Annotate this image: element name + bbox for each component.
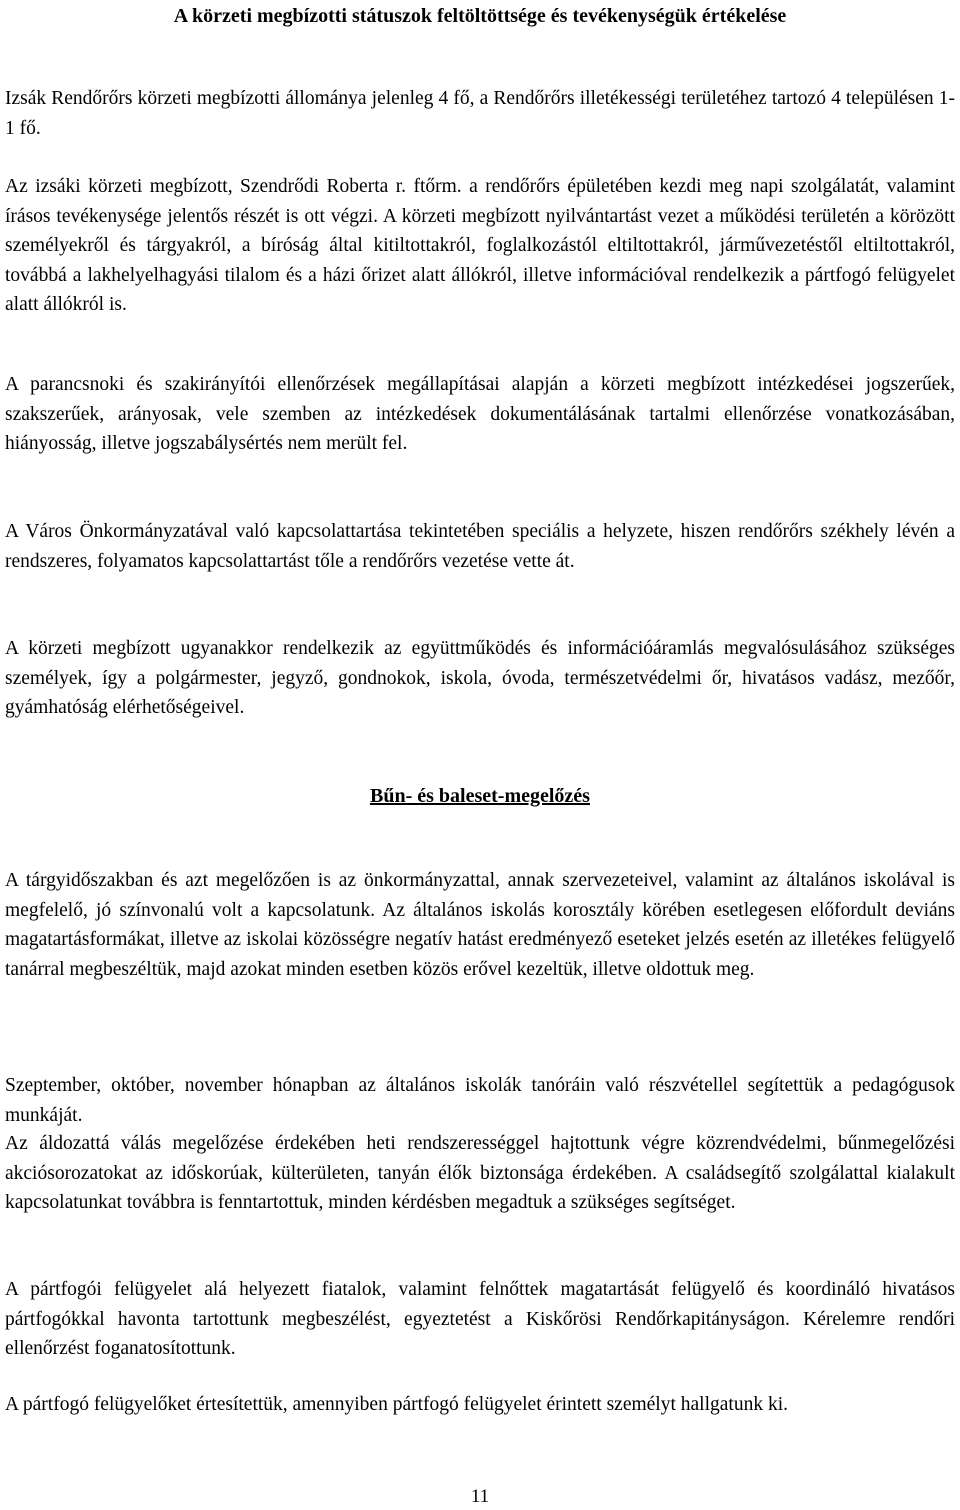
page-number: 11 [470,1486,490,1507]
paragraph-inspections: A parancsnoki és szakirányítói ellenőrzések megállapításai alapján a körzeti megbízott intézkedései jogszerűek, szakszerűek, arányosak, vele szemben az intézkedések dokumentálásának tartalmi ellenőrzése vonatkozásában, hiányosság, illetve jogszabálysértés nem merült fel. [5,374,955,454]
section-title-prevention: Bűn- és baleset-megelőzés [370,785,590,807]
paragraph-cooperation: A körzeti megbízott ugyanakkor rendelkezik az együttműködés és információáramlás megvalósulásához szükséges személyek, így a polgármester, jegyző, gondnokok, iskola, óvoda, természetvédelmi őr, hivatásos vadász, mezőőr, gyámhatóság elérhetőségeivel. [5,638,955,718]
paragraph-school-relations: A tárgyidőszakban és azt megelőzően is az önkormányzattal, annak szervezeteivel, valamint az általános iskolával is megfelelő, jó színvonalú volt a kapcsolatunk. Az általános iskolás korosztály körében esetlegesen előfordult deviáns magatartásformákat, illetve az iskolai közösségre negatív hatást eredményező eseteket jelzés esetén az illetékes felügyelő tanárral megbeszéltük, majd azokat minden esetben közös erővel kezeltük, illetve oldottuk meg. [5,870,955,980]
paragraph-municipality: A Város Önkormányzatával való kapcsolattartása tekintetében speciális a helyzete, hiszen rendőrőrs székhely lévén a rendszeres, folyamatos kapcsolattartást tőle a rendőrőrs vezetése vette át. [5,521,955,572]
paragraph-probation: A pártfogói felügyelet alá helyezett fiatalok, valamint felnőttek magatartását felügyelő és koordináló hivatásos pártfogókkal havonta tartottunk megbeszélést, egyeztetést a Kiskőrösi Rendőrkapitányságon. Kérelemre rendőri ellenőrzést foganatosítottunk. [5,1279,955,1359]
paragraph-probation-notice: A pártfogó felügyelőket értesítettük, amennyiben pártfogó felügyelet érintett személyt hallgatunk ki. [5,1394,788,1415]
paragraph-staffing: Izsák Rendőrőrs körzeti megbízotti állománya jelenleg 4 fő, a Rendőrőrs illetékességi területéhez tartozó 4 településen 1-1 fő. [5,88,955,139]
paragraph-victim-prevention: Az áldozattá válás megelőzése érdekében heti rendszerességgel hajtottunk végre közrendvédelmi, bűnmegelőzési akciósorozatokat az időskorúak, külterületen, tanyán élők biztonsága érdekében. A családsegítő szolgálattal kialakult kapcsolatunkat továbbra is fenntartottuk, minden kérdésben megadtuk a szükséges segítséget. [5,1133,955,1213]
paragraph-school-classes: Szeptember, október, november hónapban az általános iskolák tanóráin való részvétellel segítettük a pedagógusok munkáját. [5,1075,955,1126]
paragraph-izsak-officer: Az izsáki körzeti megbízott, Szendrődi Roberta r. ftőrm. a rendőrőrs épületében kezdi meg napi szolgálatát, valamint írásos tevékenysége jelentős részét is ott végzi. A körzeti megbízott nyilvántartást vezet a működési területén a körözött személyekről és tárgyakról, a bíróság által kitiltottakról, foglalkozástól eltiltottakról, járművezetéstől eltiltottakról, továbbá a lakhelyelhagyási tilalom és a házi őrizet alatt állókról, illetve információval rendelkezik a pártfogó felügyelet alatt állókról is. [5,176,955,315]
page-title: A körzeti megbízotti státuszok feltöltöttsége és tevékenységük értékelése [173,5,787,27]
